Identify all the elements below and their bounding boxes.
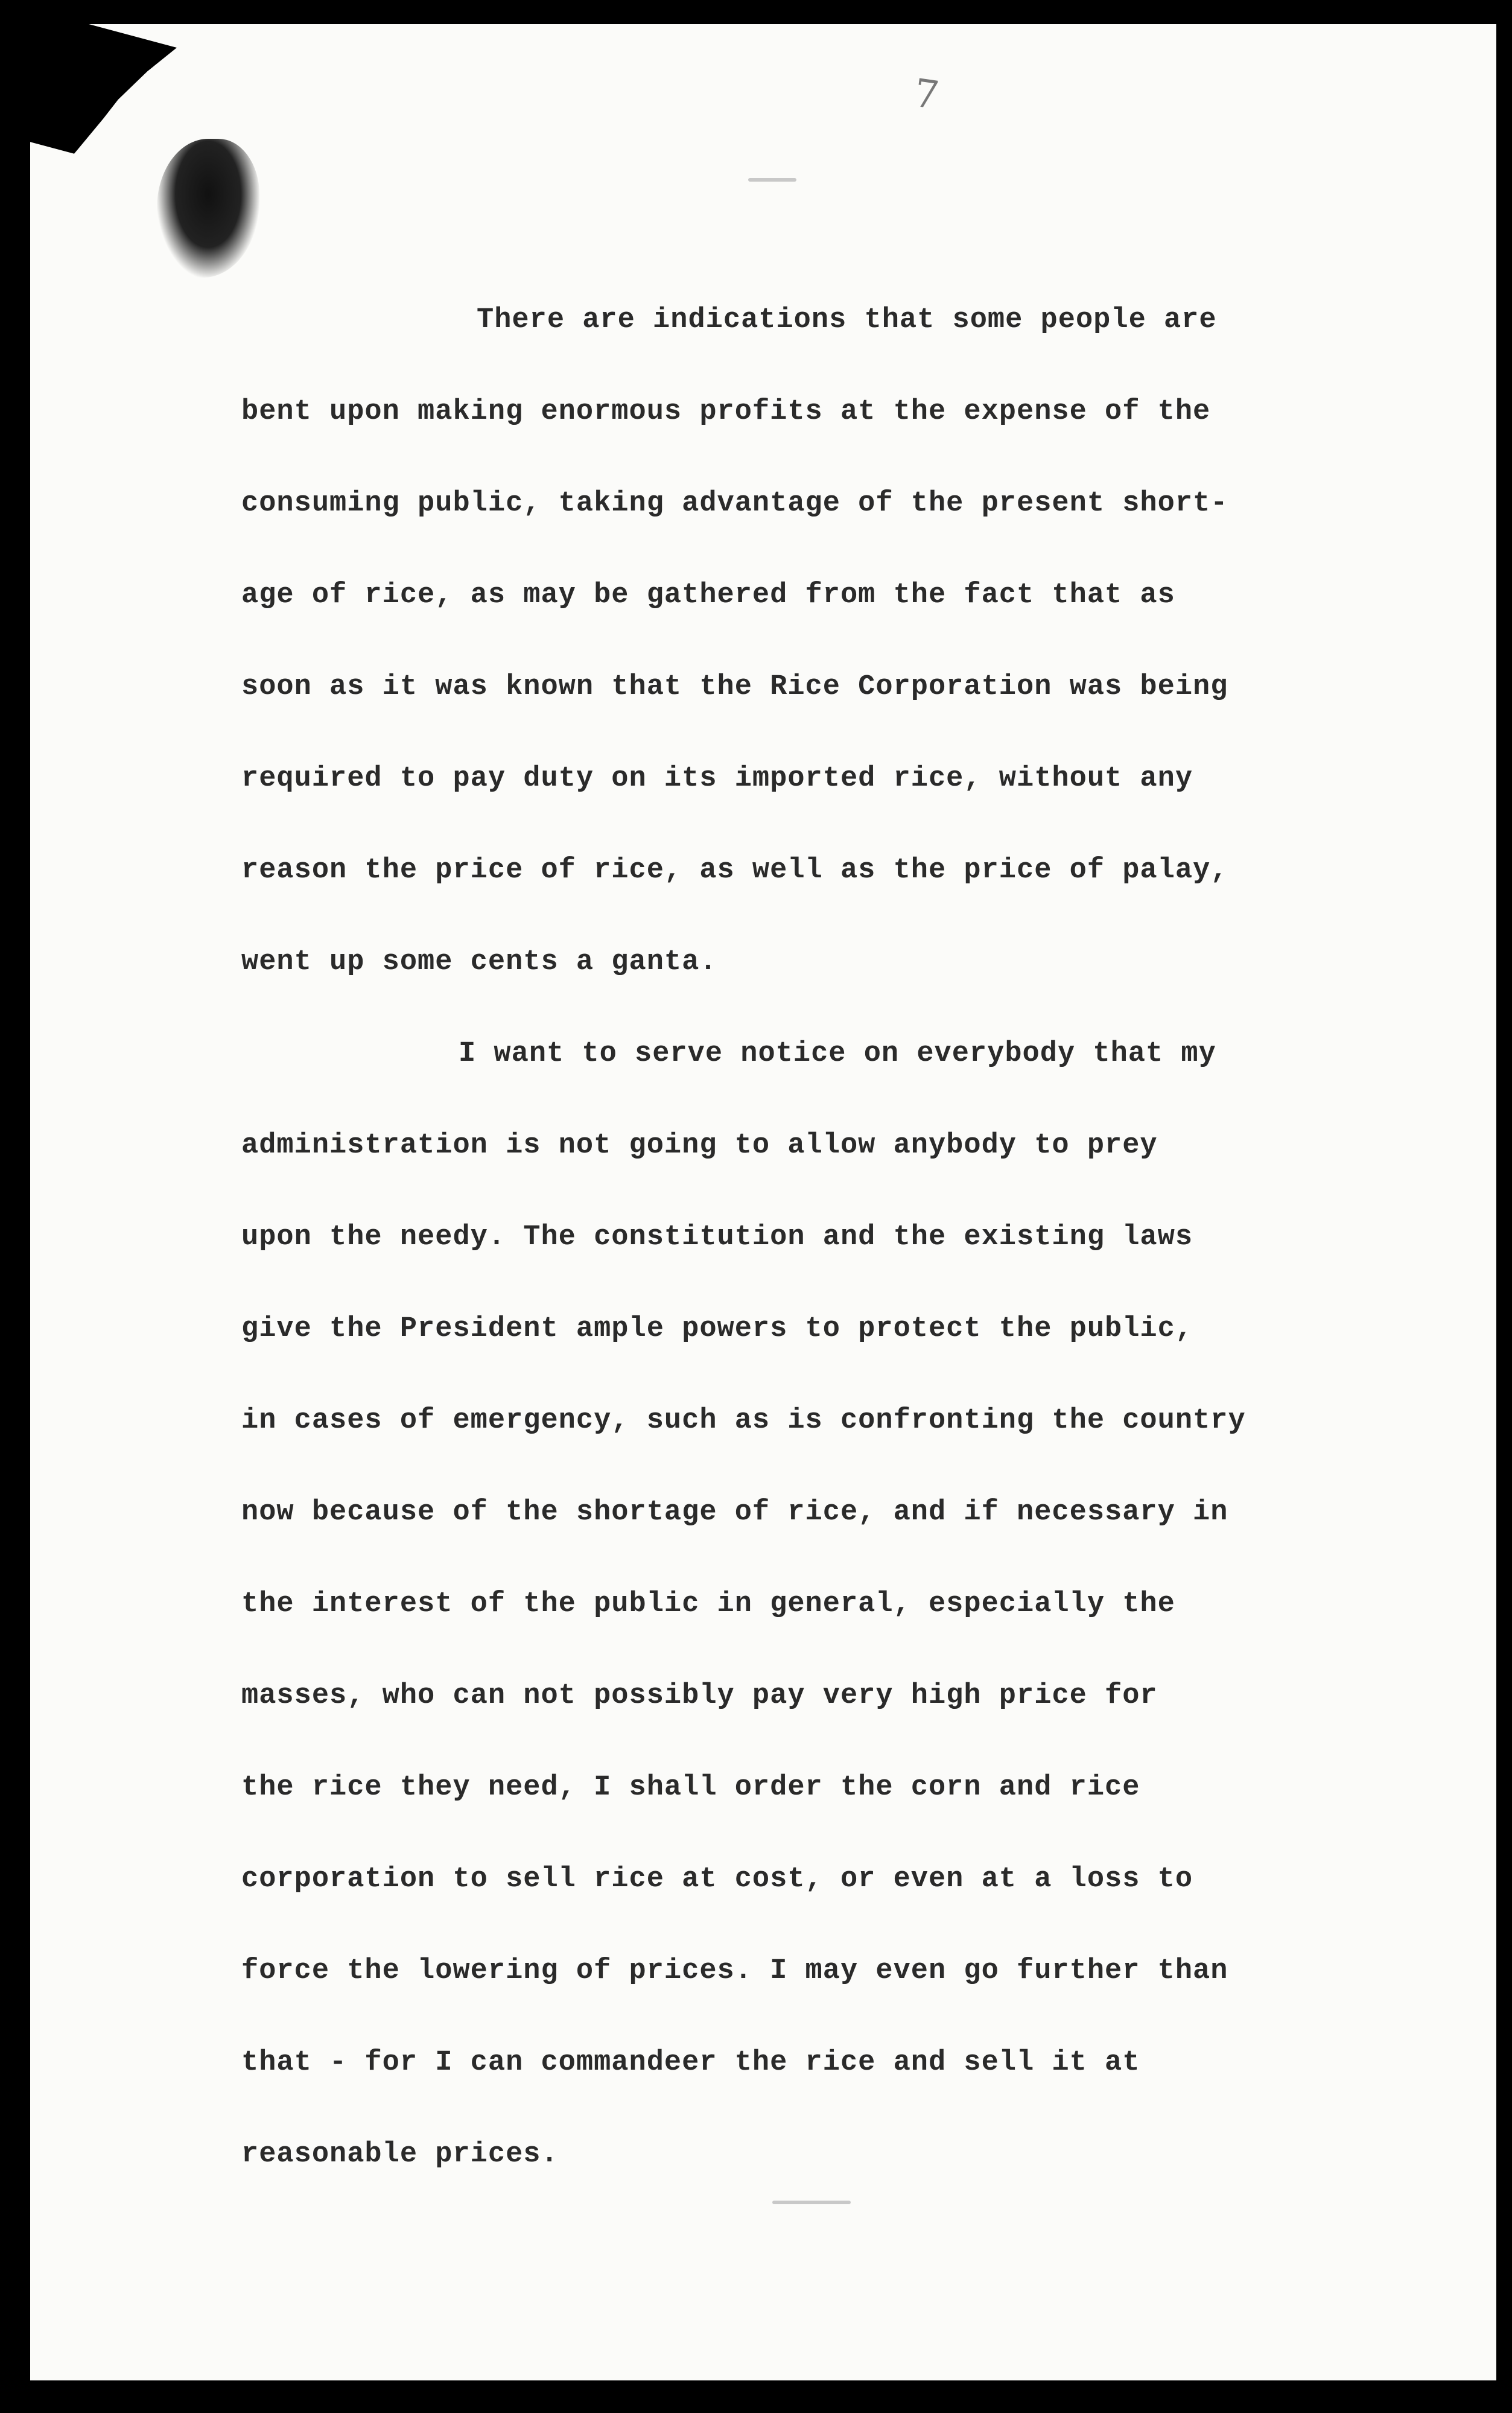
page-mark: 7 <box>911 71 942 119</box>
top-dash-mark <box>748 178 796 182</box>
text-line: went up some cents a ganta. <box>241 946 717 978</box>
text-line: force the lowering of prices. I may even go further than <box>241 1955 1228 1987</box>
text-line: corporation to sell rice at cost, or even at a loss to <box>241 1863 1193 1895</box>
torn-corner <box>157 139 259 278</box>
text-line: give the President ample powers to protect the public, <box>241 1313 1193 1345</box>
text-line: There are indications that some people are <box>477 304 1217 336</box>
text-line: upon the needy. The constitution and the existing laws <box>241 1221 1193 1253</box>
text-line: I want to serve notice on everybody that my <box>459 1038 1216 1070</box>
text-line: soon as it was known that the Rice Corporation was being <box>241 671 1228 703</box>
text-line: masses, who can not possibly pay very high price for <box>241 1680 1158 1712</box>
text-line: administration is not going to allow anybody to prey <box>241 1130 1158 1162</box>
text-line: bent upon making enormous profits at the expense of the <box>241 396 1211 428</box>
text-line: that - for I can commandeer the rice and sell it at <box>241 2047 1140 2079</box>
show-through-date <box>187 2269 204 2301</box>
text-line: the interest of the public in general, especially the <box>241 1588 1175 1620</box>
end-dash-mark <box>772 2201 851 2204</box>
text-line: consuming public, taking advantage of the present short- <box>241 488 1228 520</box>
text-line: in cases of emergency, such as is confronting the country <box>241 1405 1246 1437</box>
text-line: reason the price of rice, as well as the price of palay, <box>241 854 1228 886</box>
text-line: now because of the shortage of rice, and if necessary in <box>241 1496 1228 1528</box>
text-line: age of rice, as may be gathered from the fact that as <box>241 579 1175 611</box>
text-line: reasonable prices. <box>241 2138 559 2170</box>
document-body <box>241 275 1309 2201</box>
text-line: required to pay duty on its imported rice, without any <box>241 763 1193 795</box>
text-line: the rice they need, I shall order the corn and rice <box>241 1772 1140 1804</box>
